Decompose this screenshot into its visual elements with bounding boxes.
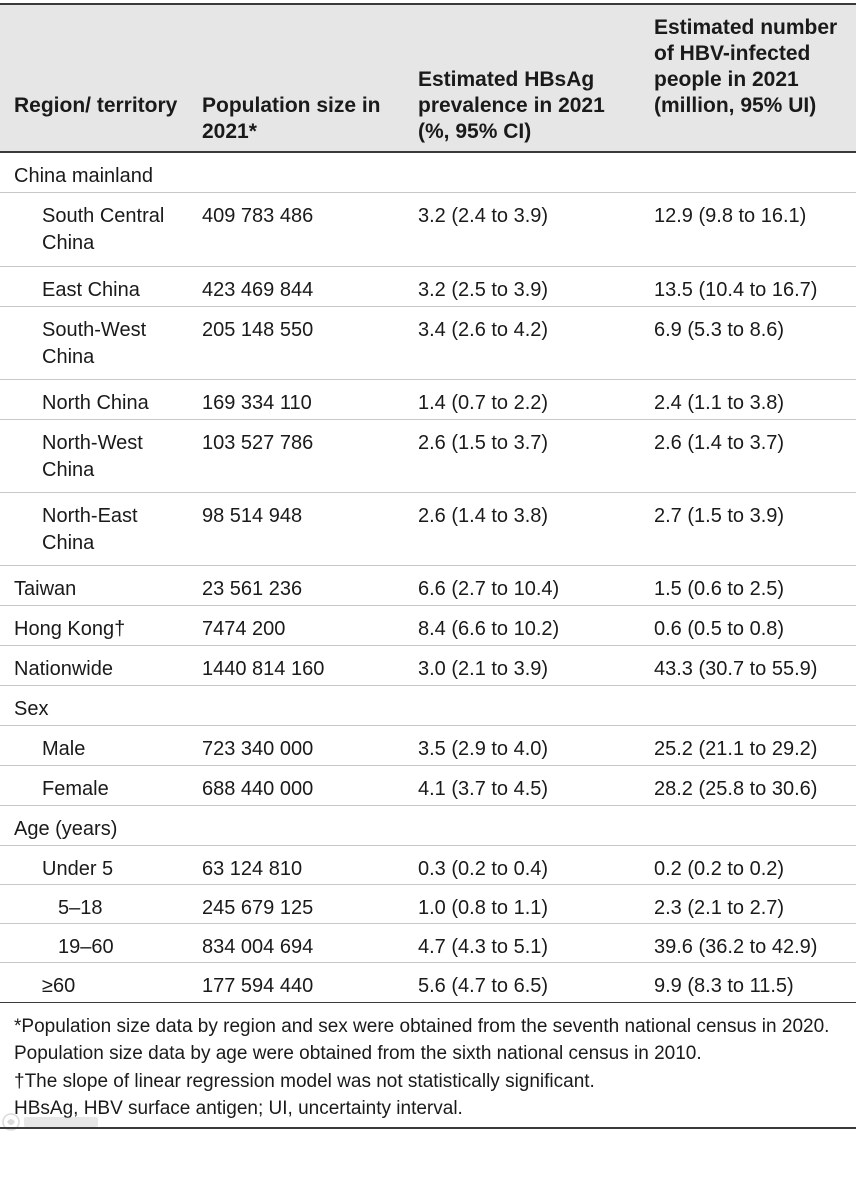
infected-cell: 12.9 (9.8 to 16.1) (654, 205, 807, 227)
infected-cell: 9.9 (8.3 to 11.5) (654, 975, 794, 997)
infected-cell: 0.6 (0.5 to 0.8) (654, 618, 785, 640)
table-row (0, 726, 856, 766)
prevalence-cell: 3.4 (2.6 to 4.2) (418, 319, 549, 341)
prevalence-cell: 5.6 (4.7 to 6.5) (418, 975, 549, 997)
row-label: Under 5 (42, 858, 114, 880)
table-row (0, 766, 856, 806)
header-region: Region/ territory (14, 94, 178, 117)
population-cell: 7474 200 (202, 618, 286, 640)
table-row (0, 885, 856, 924)
population-cell: 205 148 550 (202, 319, 314, 341)
row-label: Age (years) (14, 818, 118, 840)
table-row (0, 307, 856, 380)
row-label: Male (42, 738, 86, 760)
infected-cell: 2.3 (2.1 to 2.7) (654, 897, 785, 919)
table-row (0, 420, 856, 493)
population-cell: 834 004 694 (202, 936, 314, 958)
population-cell: 169 334 110 (202, 392, 312, 414)
prevalence-cell: 2.6 (1.4 to 3.8) (418, 505, 549, 527)
row-label: Female (42, 778, 109, 800)
infected-cell: 39.6 (36.2 to 42.9) (654, 936, 818, 958)
table-row-section (0, 806, 856, 846)
population-cell: 423 469 844 (202, 279, 314, 301)
row-label: Hong Kong† (14, 618, 126, 640)
table-header (0, 5, 856, 152)
row-label: South Central China (42, 205, 165, 254)
header-prevalence: Estimated HBsAg prevalence in 2021 (%, 95% CI) (418, 68, 605, 143)
prevalence-cell: 1.0 (0.8 to 1.1) (418, 897, 549, 919)
population-cell: 245 679 125 (202, 897, 314, 919)
row-label: South-West China (42, 319, 147, 368)
population-cell: 688 440 000 (202, 778, 314, 800)
row-label: Nationwide (14, 658, 113, 680)
table-row (0, 846, 856, 885)
table-row (0, 566, 856, 606)
population-cell: 177 594 440 (202, 975, 314, 997)
table-row (0, 924, 856, 963)
infected-cell: 6.9 (5.3 to 8.6) (654, 319, 785, 341)
row-label: North-West China (42, 432, 143, 481)
row-label: 19–60 (58, 936, 114, 958)
prevalence-cell: 8.4 (6.6 to 10.2) (418, 618, 560, 640)
population-cell: 103 527 786 (202, 432, 314, 454)
table-row-section (0, 153, 856, 193)
prevalence-cell: 4.1 (3.7 to 4.5) (418, 778, 549, 800)
prevalence-cell: 2.6 (1.5 to 3.7) (418, 432, 549, 454)
prevalence-cell: 3.0 (2.1 to 3.9) (418, 658, 549, 680)
row-label: North-East China (42, 505, 138, 554)
population-cell: 1440 814 160 (202, 658, 325, 680)
infected-cell: 1.5 (0.6 to 2.5) (654, 578, 785, 600)
table-row (0, 380, 856, 420)
infected-cell: 2.6 (1.4 to 3.7) (654, 432, 785, 454)
infected-cell: 28.2 (25.8 to 30.6) (654, 778, 818, 800)
row-label: ≥60 (42, 975, 76, 997)
table-bottom-rule (0, 1002, 856, 1003)
footnote-population-source: *Population size data by region and sex were obtained from the seventh national census in 2020. Population size data by age were obtained from the sixth national census in 2010. (14, 1016, 830, 1064)
population-cell: 63 124 810 (202, 858, 303, 880)
population-cell: 409 783 486 (202, 205, 314, 227)
header-population: Population size in 2021* (202, 94, 381, 143)
footnote-dagger: †The slope of linear regression model was not statistically significant. (14, 1071, 595, 1092)
infected-cell: 43.3 (30.7 to 55.9) (654, 658, 818, 680)
prevalence-cell: 1.4 (0.7 to 2.2) (418, 392, 549, 414)
header-infected: Estimated number of HBV-infected people in 2021 (million, 95% UI) (654, 16, 838, 117)
population-cell: 98 514 948 (202, 505, 303, 527)
infected-cell: 0.2 (0.2 to 0.2) (654, 858, 785, 880)
footnote-abbreviations: HBsAg, HBV surface antigen; UI, uncertainty interval. (14, 1098, 463, 1119)
prevalence-cell: 0.3 (0.2 to 0.4) (418, 858, 549, 880)
bottom-rule (0, 1127, 856, 1129)
table-row (0, 493, 856, 566)
row-label: Taiwan (14, 578, 77, 600)
infected-cell: 25.2 (21.1 to 29.2) (654, 738, 818, 760)
infected-cell: 13.5 (10.4 to 16.7) (654, 279, 818, 301)
prevalence-cell: 3.5 (2.9 to 4.0) (418, 738, 549, 760)
table-row (0, 963, 856, 1002)
table-row (0, 193, 856, 267)
prevalence-cell: 4.7 (4.3 to 5.1) (418, 936, 549, 958)
infected-cell: 2.4 (1.1 to 3.8) (654, 392, 785, 414)
row-label: North China (42, 392, 149, 414)
row-label: East China (42, 279, 140, 301)
population-cell: 723 340 000 (202, 738, 314, 760)
table-row-section (0, 686, 856, 726)
prevalence-cell: 3.2 (2.5 to 3.9) (418, 279, 549, 301)
row-label: Sex (14, 698, 49, 720)
row-label: China mainland (14, 165, 153, 187)
infected-cell: 2.7 (1.5 to 3.9) (654, 505, 785, 527)
table-row (0, 606, 856, 646)
table-row (0, 646, 856, 686)
watermark-logo-icon (0, 1108, 110, 1134)
prevalence-cell: 3.2 (2.4 to 3.9) (418, 205, 549, 227)
population-cell: 23 561 236 (202, 578, 303, 600)
prevalence-cell: 6.6 (2.7 to 10.4) (418, 578, 560, 600)
row-label: 5–18 (58, 897, 103, 919)
table-row (0, 267, 856, 307)
